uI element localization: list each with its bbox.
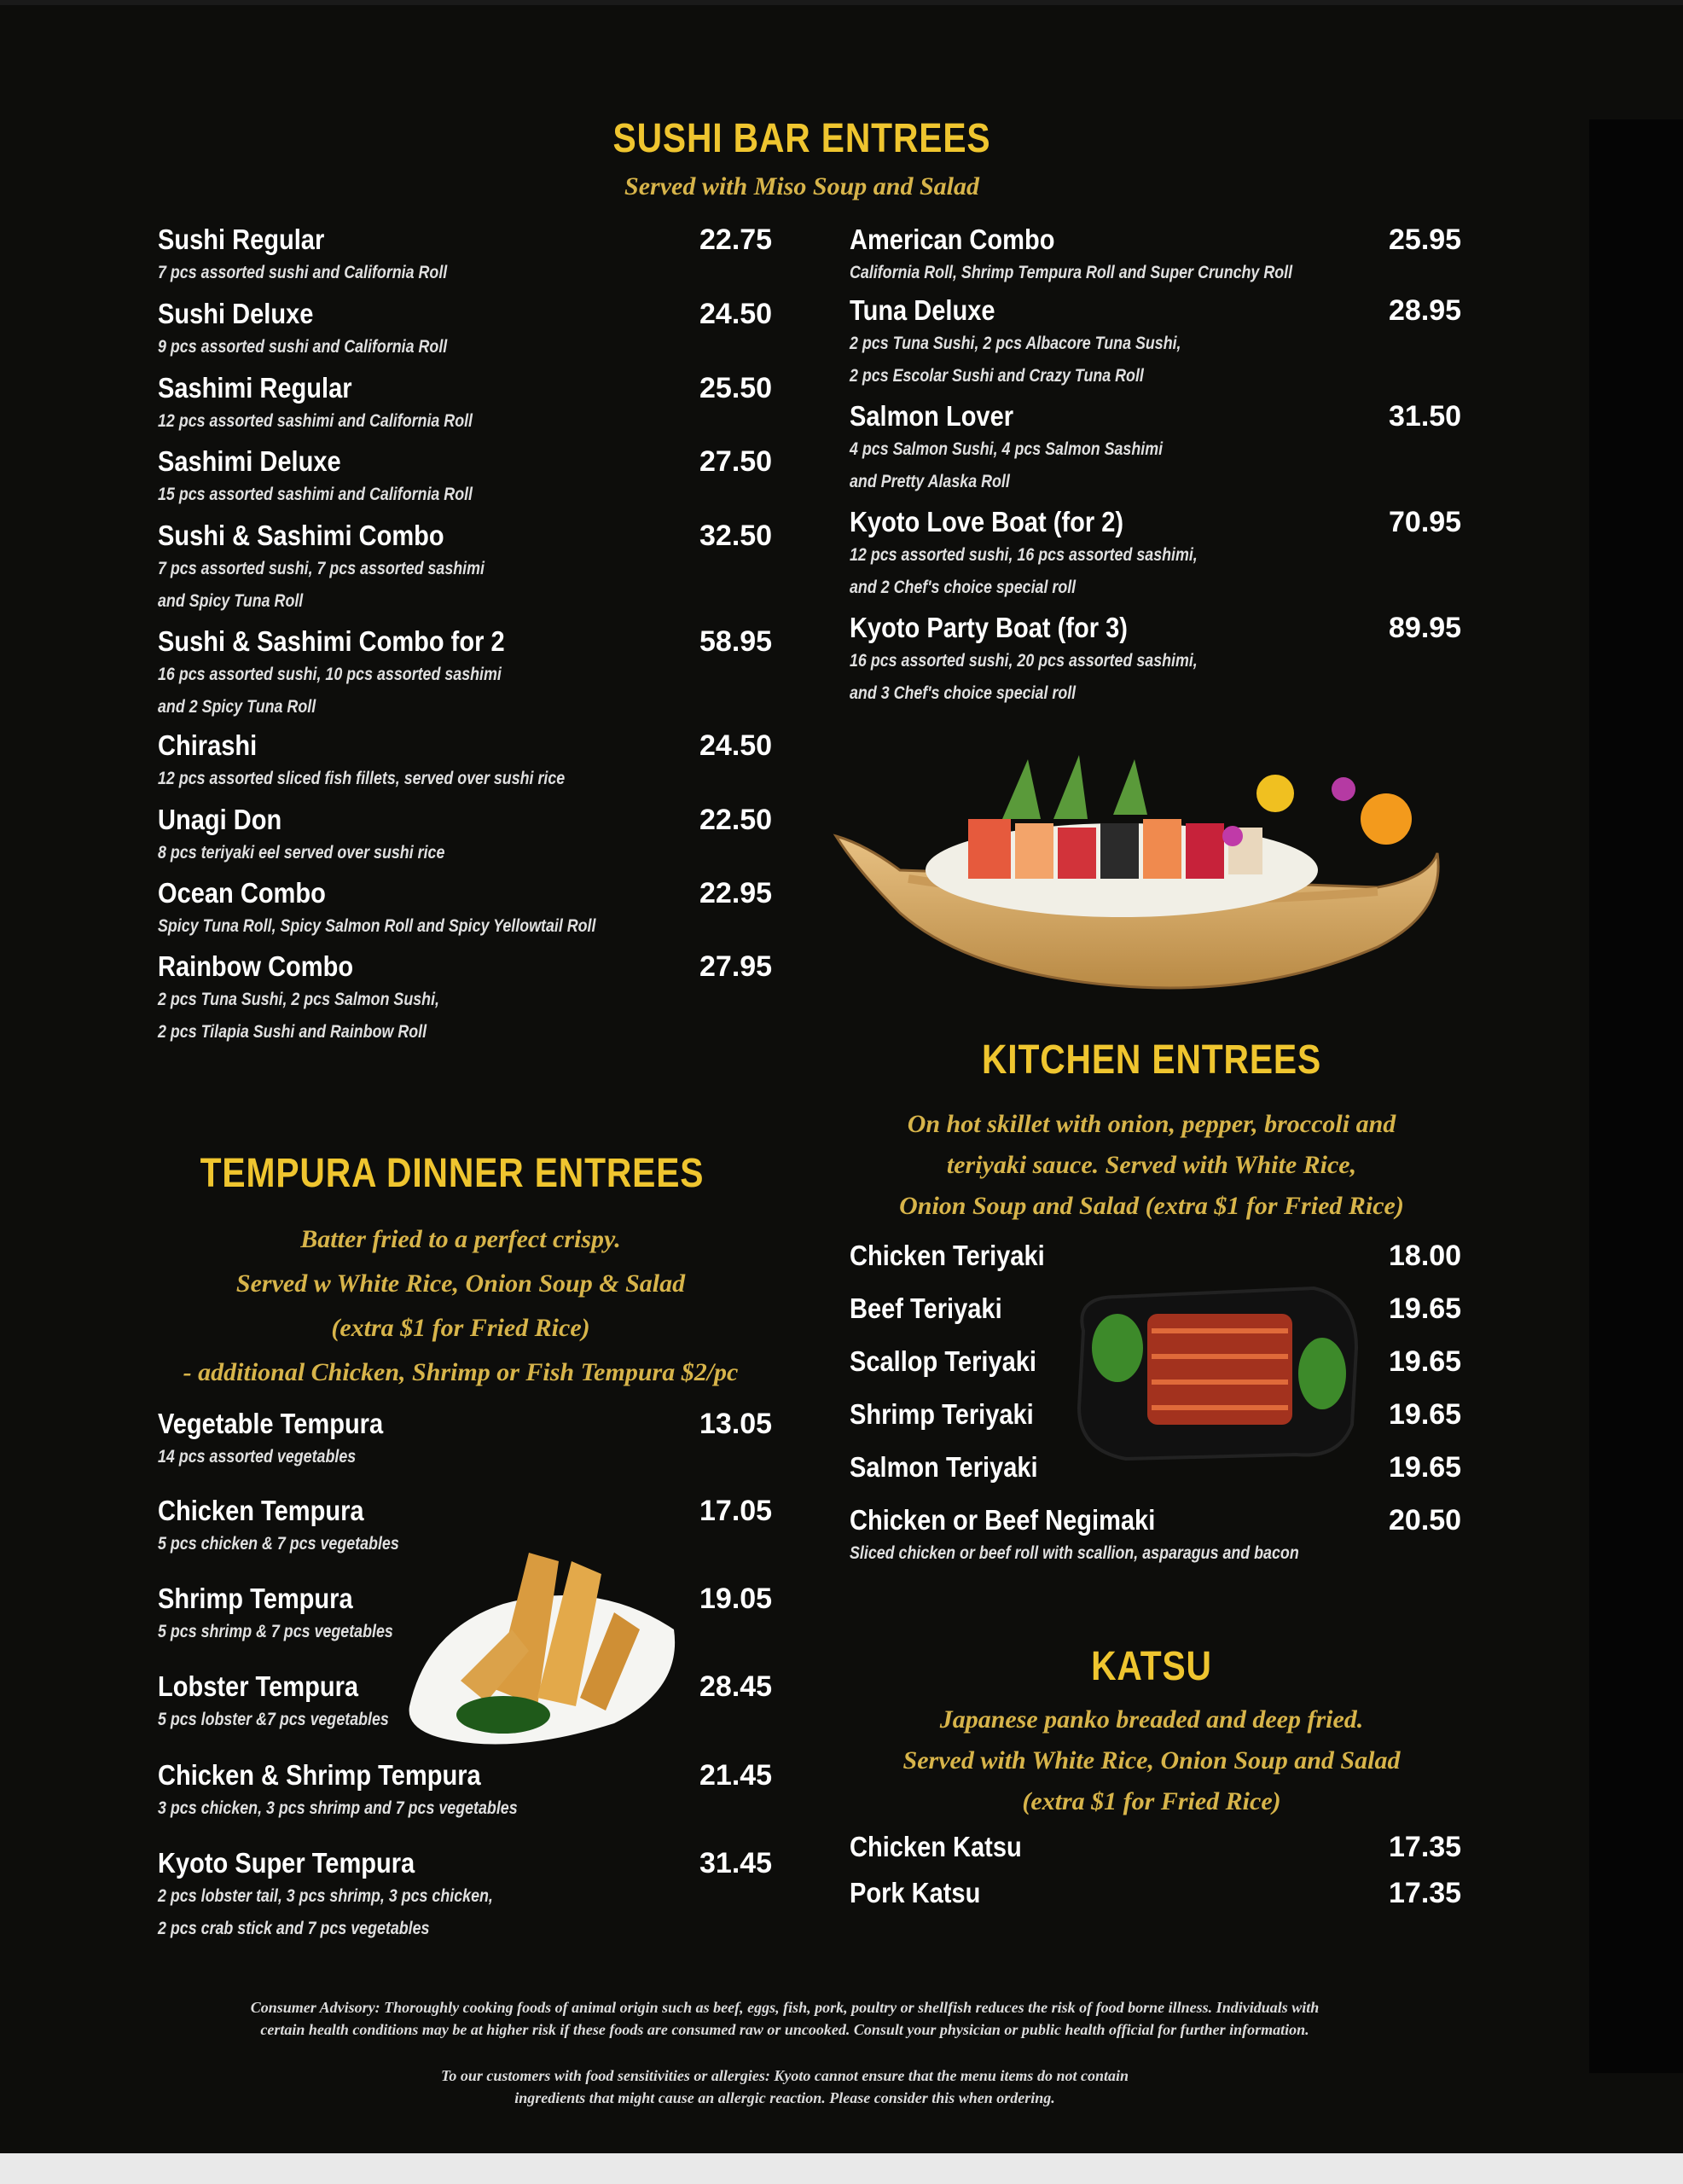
item-name: Sushi & Sashimi Combo for 2 xyxy=(158,625,505,657)
item-price: 32.50 xyxy=(699,520,773,552)
advisory-line: certain health conditions may be at higher risk if these foods are consumed raw or uncooked. Consult your physician or public health official for further information. xyxy=(260,2021,1309,2038)
subtitle-line: Onion Soup and Salad (extra $1 for Fried Rice) xyxy=(899,1192,1404,1220)
subtitle-line: Batter fried to a perfect crispy. xyxy=(300,1225,621,1253)
item-description: 3 pcs chicken, 3 pcs shrimp and 7 pcs vegetables xyxy=(158,1798,518,1818)
item-description: and Spicy Tuna Roll xyxy=(158,591,304,611)
item-price: 19.65 xyxy=(1389,1345,1462,1378)
item-description: 2 pcs lobster tail, 3 pcs shrimp, 3 pcs chicken, xyxy=(158,1886,493,1906)
katsu-heading: KATSU xyxy=(1091,1644,1212,1689)
item-name: Scallop Teriyaki xyxy=(850,1345,1036,1377)
item-price: 19.65 xyxy=(1389,1451,1462,1484)
tempura-icon xyxy=(401,1536,682,1749)
item-description: and Pretty Alaska Roll xyxy=(850,472,1010,491)
subtitle-line: Served w White Rice, Onion Soup & Salad xyxy=(235,1269,686,1298)
item-name: Sashimi Regular xyxy=(158,372,352,404)
item-price: 17.05 xyxy=(699,1495,773,1527)
item-name: Unagi Don xyxy=(158,804,282,835)
item-description: 12 pcs assorted sashimi and California Roll xyxy=(158,411,473,431)
item-name: Sushi Deluxe xyxy=(158,298,314,329)
item-price: 31.50 xyxy=(1389,400,1462,433)
item-price: 17.35 xyxy=(1389,1831,1462,1863)
item-name: Chirashi xyxy=(158,729,258,761)
skillet-icon xyxy=(1066,1280,1365,1463)
item-name: American Combo xyxy=(850,224,1055,255)
item-name: Pork Katsu xyxy=(850,1877,981,1908)
item-description: 9 pcs assorted sushi and California Roll xyxy=(158,337,448,357)
item-price: 70.95 xyxy=(1389,506,1462,538)
item-name: Chicken or Beef Negimaki xyxy=(850,1504,1156,1536)
item-description: California Roll, Shrimp Tempura Roll and Super Crunchy Roll xyxy=(850,263,1293,282)
item-price: 27.95 xyxy=(699,950,773,983)
item-name: Kyoto Super Tempura xyxy=(158,1847,415,1879)
item-description: 8 pcs teriyaki eel served over sushi rice xyxy=(158,843,445,863)
item-description: 5 pcs chicken & 7 pcs vegetables xyxy=(158,1534,399,1554)
item-name: Rainbow Combo xyxy=(158,950,354,982)
teriyaki-skillet-photo xyxy=(1066,1280,1365,1463)
item-description: 2 pcs crab stick and 7 pcs vegetables xyxy=(158,1919,430,1938)
item-price: 28.95 xyxy=(1389,294,1462,327)
item-price: 25.95 xyxy=(1389,224,1462,256)
item-name: Chicken Teriyaki xyxy=(850,1240,1045,1271)
item-name: Lobster Tempura xyxy=(158,1670,359,1702)
item-price: 31.45 xyxy=(699,1847,773,1879)
item-description: 12 pcs assorted sushi, 16 pcs assorted sashimi, xyxy=(850,545,1198,565)
item-price: 25.50 xyxy=(699,372,773,404)
item-description: 4 pcs Salmon Sushi, 4 pcs Salmon Sashimi xyxy=(850,439,1164,459)
item-name: Sashimi Deluxe xyxy=(158,445,341,477)
item-description: 7 pcs assorted sushi, 7 pcs assorted sashimi xyxy=(158,559,485,578)
sushi-bar-subtitle: Served with Miso Soup and Salad xyxy=(624,172,979,200)
item-description: 5 pcs shrimp & 7 pcs vegetables xyxy=(158,1622,393,1641)
tempura-heading: TEMPURA DINNER ENTREES xyxy=(200,1151,705,1196)
bottom-edge xyxy=(0,2153,1683,2184)
item-name: Sushi & Sashimi Combo xyxy=(158,520,444,551)
item-price: 20.50 xyxy=(1389,1504,1462,1536)
item-description: 16 pcs assorted sushi, 10 pcs assorted sashimi xyxy=(158,665,502,684)
item-price: 24.50 xyxy=(699,729,773,762)
item-price: 89.95 xyxy=(1389,612,1462,644)
item-description: Spicy Tuna Roll, Spicy Salmon Roll and Spicy Yellowtail Roll xyxy=(158,916,596,936)
item-description: 12 pcs assorted sliced fish fillets, served over sushi rice xyxy=(158,769,566,788)
item-name: Vegetable Tempura xyxy=(158,1408,384,1439)
allergy-notice xyxy=(102,2065,1467,2109)
item-name: Kyoto Party Boat (for 3) xyxy=(850,612,1128,643)
item-price: 22.50 xyxy=(699,804,773,836)
sushi-boat-icon xyxy=(832,742,1463,1007)
item-description: and 2 Spicy Tuna Roll xyxy=(158,697,316,717)
subtitle-line: (extra $1 for Fried Rice) xyxy=(331,1314,590,1342)
item-price: 19.65 xyxy=(1389,1398,1462,1431)
item-description: 2 pcs Escolar Sushi and Crazy Tuna Roll xyxy=(850,366,1144,386)
item-price: 22.75 xyxy=(699,224,773,256)
item-description: 15 pcs assorted sashimi and California Roll xyxy=(158,485,473,504)
item-description: Sliced chicken or beef roll with scallion, asparagus and bacon xyxy=(850,1543,1299,1563)
item-description: 7 pcs assorted sushi and California Roll xyxy=(158,263,448,282)
item-name: Chicken Tempura xyxy=(158,1495,364,1526)
item-price: 17.35 xyxy=(1389,1877,1462,1909)
item-name: Salmon Lover xyxy=(850,400,1014,432)
top-edge xyxy=(0,0,1683,5)
item-price: 19.65 xyxy=(1389,1292,1462,1325)
item-price: 58.95 xyxy=(699,625,773,658)
subtitle-line: (extra $1 for Fried Rice) xyxy=(1022,1787,1281,1815)
item-name: Kyoto Love Boat (for 2) xyxy=(850,506,1124,537)
item-description: 14 pcs assorted vegetables xyxy=(158,1447,357,1467)
subtitle-line: teriyaki sauce. Served with White Rice, xyxy=(946,1151,1357,1179)
item-price: 28.45 xyxy=(699,1670,773,1703)
item-name: Chicken & Shrimp Tempura xyxy=(158,1759,481,1791)
sushi-bar-heading: SUSHI BAR ENTREES xyxy=(612,116,991,161)
subtitle-line: - additional Chicken, Shrimp or Fish Tempura $2/pc xyxy=(183,1358,739,1386)
item-price: 21.45 xyxy=(699,1759,773,1792)
item-name: Salmon Teriyaki xyxy=(850,1451,1038,1483)
item-price: 13.05 xyxy=(699,1408,773,1440)
consumer-advisory xyxy=(102,1996,1467,2041)
item-name: Chicken Katsu xyxy=(850,1831,1022,1862)
item-description: 16 pcs assorted sushi, 20 pcs assorted sashimi, xyxy=(850,651,1198,671)
item-description: and 3 Chef's choice special roll xyxy=(850,683,1077,703)
item-name: Shrimp Teriyaki xyxy=(850,1398,1034,1430)
item-price: 24.50 xyxy=(699,298,773,330)
item-name: Shrimp Tempura xyxy=(158,1583,353,1614)
advisory-line: Consumer Advisory: Thoroughly cooking foods of animal origin such as beef, eggs, fish, pork, poultry or shellfish reduces the risk of food borne illness. Individuals with xyxy=(250,1999,1320,2016)
item-description: 2 pcs Tilapia Sushi and Rainbow Roll xyxy=(158,1022,427,1042)
item-price: 18.00 xyxy=(1389,1240,1462,1272)
subtitle-line: Japanese panko breaded and deep fried. xyxy=(939,1705,1364,1734)
item-name: Beef Teriyaki xyxy=(850,1292,1002,1324)
item-name: Ocean Combo xyxy=(158,877,326,909)
subtitle-line: On hot skillet with onion, pepper, broccoli and xyxy=(907,1110,1396,1138)
advisory-line: To our customers with food sensitivities or allergies: Kyoto cannot ensure that the menu items do not contain xyxy=(441,2067,1129,2084)
item-description: 5 pcs lobster &7 pcs vegetables xyxy=(158,1710,389,1729)
item-name: Sushi Regular xyxy=(158,224,325,255)
advisory-line: ingredients that might cause an allergic reaction. Please consider this when ordering. xyxy=(514,2089,1055,2106)
item-price: 22.95 xyxy=(699,877,773,909)
item-price: 19.05 xyxy=(699,1583,773,1615)
right-edge-shadow xyxy=(1589,119,1683,2073)
item-description: 2 pcs Tuna Sushi, 2 pcs Albacore Tuna Sushi, xyxy=(850,334,1181,353)
item-description: and 2 Chef's choice special roll xyxy=(850,578,1077,597)
sushi-boat-photo xyxy=(832,742,1463,1007)
item-description: 2 pcs Tuna Sushi, 2 pcs Salmon Sushi, xyxy=(158,990,439,1009)
item-name: Tuna Deluxe xyxy=(850,294,995,326)
item-price: 27.50 xyxy=(699,445,773,478)
tempura-plate-photo xyxy=(401,1536,682,1749)
subtitle-line: Served with White Rice, Onion Soup and Salad xyxy=(902,1746,1401,1774)
kitchen-heading: KITCHEN ENTREES xyxy=(981,1037,1322,1083)
